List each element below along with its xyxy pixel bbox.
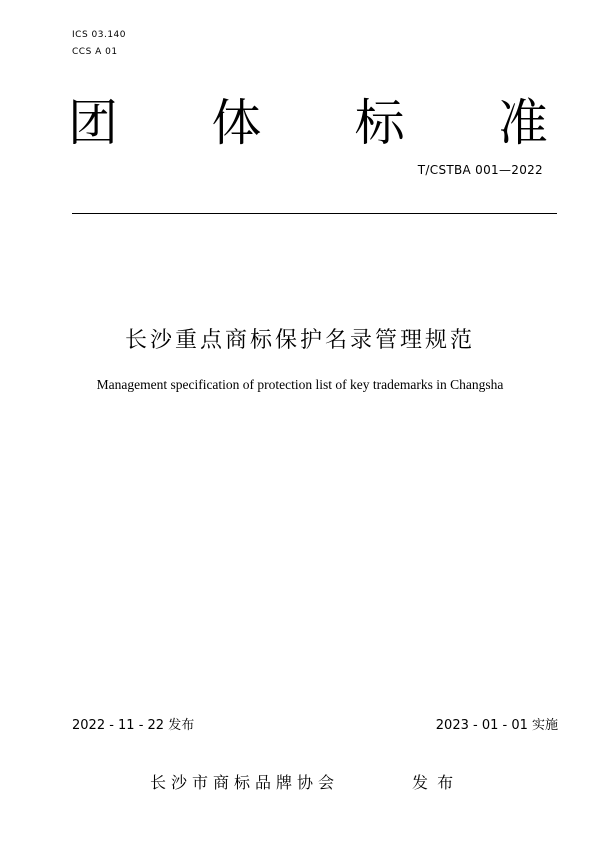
ccs-code: CCS A 01 [72,47,118,57]
standard-type-title [68,92,548,154]
document-title-zh: 长沙重点商标保护名录管理规范 [124,328,475,353]
publish-label: 发 布 [412,773,456,792]
title-char-3: 标 [354,94,405,152]
publisher-name: 长沙市商标品牌协会 [150,773,340,792]
header-divider [72,213,557,214]
implementation-date: 2023 - 01 - 01 实施 [435,718,558,733]
standard-number: T/CSTBA 001—2022 [417,163,543,177]
ics-code: ICS 03.140 [72,30,127,40]
title-char-4: 准 [497,94,548,152]
title-char-2: 体 [211,94,262,152]
document-title-en: Management specification of protection list of key trademarks in Changsha [96,377,504,392]
title-char-1: 团 [68,94,118,152]
issue-date: 2022 - 11 - 22 发布 [72,718,195,733]
